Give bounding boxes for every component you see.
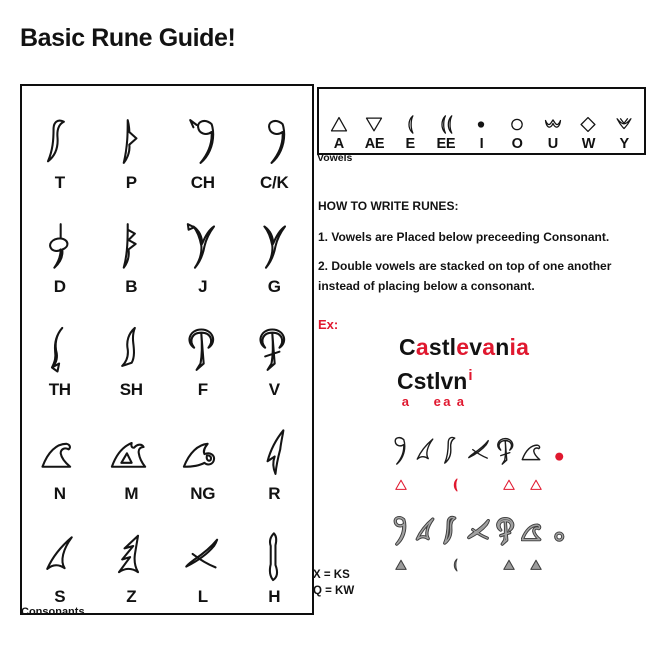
consonant-rune-icon: [104, 220, 158, 276]
consonant-rune-icon: [33, 530, 87, 586]
vowel-letter-label: Y: [619, 136, 629, 152]
word-letter: a: [415, 334, 429, 360]
consonant-rune-icon: [176, 427, 230, 483]
consonant-rune-icon: [247, 116, 301, 172]
vowel-letter-label: U: [547, 136, 558, 152]
page-title: Basic Rune Guide!: [20, 24, 236, 52]
consonant-letter-label: R: [268, 483, 281, 503]
vowel-rune-icon: [326, 113, 352, 136]
word-letter: n: [495, 334, 510, 360]
word-letter: a: [482, 334, 496, 360]
vowel-letter-label: E: [405, 136, 415, 152]
example-consonant-rune-icon: [440, 423, 470, 473]
word-letter: e: [456, 334, 470, 360]
compact-consonant: C: [397, 368, 414, 394]
example-vowel-rune-icon: [390, 477, 412, 493]
consonant-cell: [167, 193, 239, 296]
consonant-letter-label: T: [54, 173, 65, 193]
consonant-rune-icon: [104, 116, 158, 172]
example-vowel-rune-icon: [444, 477, 466, 493]
example-consonant-rune-icon: [494, 423, 524, 473]
example-consonant-rune-icon: [413, 423, 443, 473]
vowel-rune-icon: [575, 113, 601, 136]
vowel-rune-icon: [540, 113, 566, 136]
rune-example-item: [414, 423, 441, 473]
consonant-cell: [239, 504, 311, 607]
consonant-rune-icon: [33, 220, 87, 276]
rune-example-item: [549, 423, 576, 473]
rune-example-item: [495, 503, 522, 573]
rune-example-item: [468, 423, 495, 473]
compact-consonant: t: [426, 368, 435, 394]
consonant-rune-icon: [104, 323, 158, 379]
vowel-letter-label: I: [479, 136, 484, 152]
consonant-letter-label: J: [198, 276, 208, 296]
consonant-rune-icon: [33, 116, 87, 172]
compact-consonant: l: [434, 368, 441, 394]
vowel-cell: [428, 94, 464, 152]
consonant-letter-label: TH: [48, 380, 71, 400]
compact-letter: [453, 368, 468, 409]
vowel-rune-icon: [468, 113, 494, 136]
consonants-box-label: Consonants: [21, 606, 85, 618]
example-consonant-rune-icon: [467, 503, 497, 553]
example-consonant-rune-icon: [521, 503, 551, 553]
example-vowel-rune-icon: [390, 557, 412, 573]
vowel-cell: [606, 94, 642, 152]
consonant-rune-icon: [33, 323, 87, 379]
compact-letter: [440, 368, 454, 409]
consonant-rune-icon: [33, 427, 87, 483]
consonant-letter-label: M: [124, 483, 139, 503]
consonant-letter-label: G: [267, 276, 281, 296]
extra-letter-notes: [313, 568, 354, 599]
vowel-letter-label: AE: [364, 136, 385, 152]
word-letter: s: [428, 334, 442, 360]
compact-vowel-below: a: [456, 394, 464, 409]
word-letter: t: [441, 334, 450, 360]
note-q: Q = KW: [313, 584, 355, 597]
consonant-cell: [167, 90, 239, 193]
vowel-cell: [499, 94, 535, 152]
compact-consonant: s: [413, 368, 427, 394]
consonant-letter-label: B: [125, 276, 138, 296]
consonant-cell: [239, 90, 311, 193]
compact-consonant: v: [440, 368, 454, 394]
compact-trailing-vowel: i: [468, 367, 473, 384]
instruction-step-2: 2. Double vowels are stacked on top of one another instead of placing below a consonant.: [318, 259, 612, 293]
vowel-letter-label: A: [333, 136, 344, 152]
consonant-cell: [239, 297, 311, 400]
compact-letter: [397, 368, 414, 409]
consonant-cell: [24, 90, 96, 193]
consonant-cell: [96, 400, 168, 503]
consonant-letter-label: F: [197, 380, 208, 400]
vowel-rune-icon: [504, 113, 530, 136]
consonant-rune-icon: [176, 220, 230, 276]
example-consonant-rune-icon: [467, 423, 497, 473]
consonant-letter-label: CH: [190, 173, 215, 193]
consonant-cell: [167, 504, 239, 607]
consonant-cell: [96, 297, 168, 400]
consonant-chart: [20, 84, 314, 615]
consonant-letter-label: Z: [126, 587, 137, 606]
vowel-letter-label: W: [581, 136, 596, 152]
consonant-letter-label: NG: [190, 483, 216, 503]
consonant-rune-icon: [104, 530, 158, 586]
consonant-rune-icon: [247, 220, 301, 276]
compact-letters: [397, 368, 468, 409]
vowel-cell: [464, 94, 500, 152]
example-vowel-rune-icon: [525, 557, 547, 573]
rune-example-item: [468, 503, 495, 553]
consonant-rune-icon: [176, 116, 230, 172]
word-letter: C: [399, 334, 416, 360]
example-vowel-rune-icon: [525, 477, 547, 493]
example-consonant-rune-icon: [386, 423, 416, 473]
word-letter: l: [449, 334, 457, 360]
example-consonant-rune-icon: [386, 503, 416, 553]
vowel-letter-label: O: [511, 136, 523, 152]
rune-example-gray: [387, 503, 576, 573]
consonant-letter-label: P: [125, 173, 137, 193]
compact-letter: [414, 368, 427, 395]
vowel-rune-icon: [361, 113, 387, 136]
consonant-rune-icon: [247, 530, 301, 586]
rune-example-item: [441, 503, 468, 573]
consonant-rune-icon: [104, 427, 158, 483]
consonant-letter-label: V: [268, 380, 280, 400]
consonant-cell: [96, 90, 168, 193]
compact-consonant: n: [453, 368, 468, 394]
rune-example-item: [441, 423, 468, 493]
vowel-rune-icon: [611, 113, 637, 136]
rune-example-item: [522, 423, 549, 493]
vowel-letter-label: EE: [436, 136, 456, 152]
word-letter: v: [469, 334, 483, 360]
vowels-box-label: Vowels: [317, 152, 353, 164]
rune-example-item: [522, 503, 549, 573]
vowel-rune-icon: [397, 113, 423, 136]
consonant-cell: [24, 400, 96, 503]
vowel-cell: [321, 94, 357, 152]
compact-letter: [426, 368, 434, 395]
rune-example-item: [549, 503, 576, 553]
vowel-rune-icon: [433, 113, 459, 136]
consonant-rune-icon: [176, 323, 230, 379]
compact-vowel-below: a: [443, 394, 451, 409]
consonant-letter-label: SH: [119, 380, 143, 400]
consonant-cell: [24, 504, 96, 607]
consonant-cell: [167, 400, 239, 503]
consonant-cell: [24, 193, 96, 296]
consonant-cell: [96, 504, 168, 607]
example-consonant-rune-icon: [494, 503, 524, 553]
consonant-rune-icon: [247, 427, 301, 483]
example-consonant-rune-icon: [521, 423, 551, 473]
rune-example-item: [387, 503, 414, 573]
vowel-chart: [317, 87, 646, 155]
example-consonant-rune-icon: [548, 423, 578, 473]
consonant-cell: [167, 297, 239, 400]
example-label: Ex:: [318, 317, 339, 332]
vowel-cell: [535, 94, 571, 152]
example-consonant-rune-icon: [440, 503, 470, 553]
consonant-cell: [239, 193, 311, 296]
example-vowel-rune-icon: [498, 477, 520, 493]
consonant-letter-label: N: [53, 483, 66, 503]
consonant-rune-icon: [176, 530, 230, 586]
howto-heading: HOW TO WRITE RUNES:: [318, 199, 459, 213]
example-vowel-rune-icon: [498, 557, 520, 573]
rune-example-item: [495, 423, 522, 493]
consonant-letter-label: H: [268, 587, 281, 606]
example-word-compact: [397, 367, 473, 409]
consonant-letter-label: S: [54, 587, 66, 606]
example-consonant-rune-icon: [548, 503, 578, 553]
consonant-cell: [24, 297, 96, 400]
rune-example-item: [387, 423, 414, 493]
vowel-cell: [571, 94, 607, 152]
example-word: [399, 334, 529, 361]
consonant-letter-label: D: [53, 276, 66, 296]
note-x: X = KS: [313, 569, 350, 581]
consonant-cell: [239, 400, 311, 503]
example-consonant-rune-icon: [413, 503, 443, 553]
compact-vowel-below: e: [433, 394, 441, 409]
word-letter: i: [509, 334, 517, 360]
consonant-rune-icon: [247, 323, 301, 379]
consonant-letter-label: C/K: [260, 173, 289, 193]
compact-vowel-below: a: [401, 394, 409, 409]
consonant-letter-label: L: [197, 587, 208, 606]
consonant-cell: [96, 193, 168, 296]
instruction-step-1: 1. Vowels are Placed below preceeding Consonant.: [318, 230, 610, 244]
vowel-cell: [357, 94, 393, 152]
rune-example-outline: [387, 423, 576, 493]
rune-example-item: [414, 503, 441, 553]
example-vowel-rune-icon: [444, 557, 466, 573]
word-letter: a: [516, 334, 530, 360]
vowel-cell: [392, 94, 428, 152]
